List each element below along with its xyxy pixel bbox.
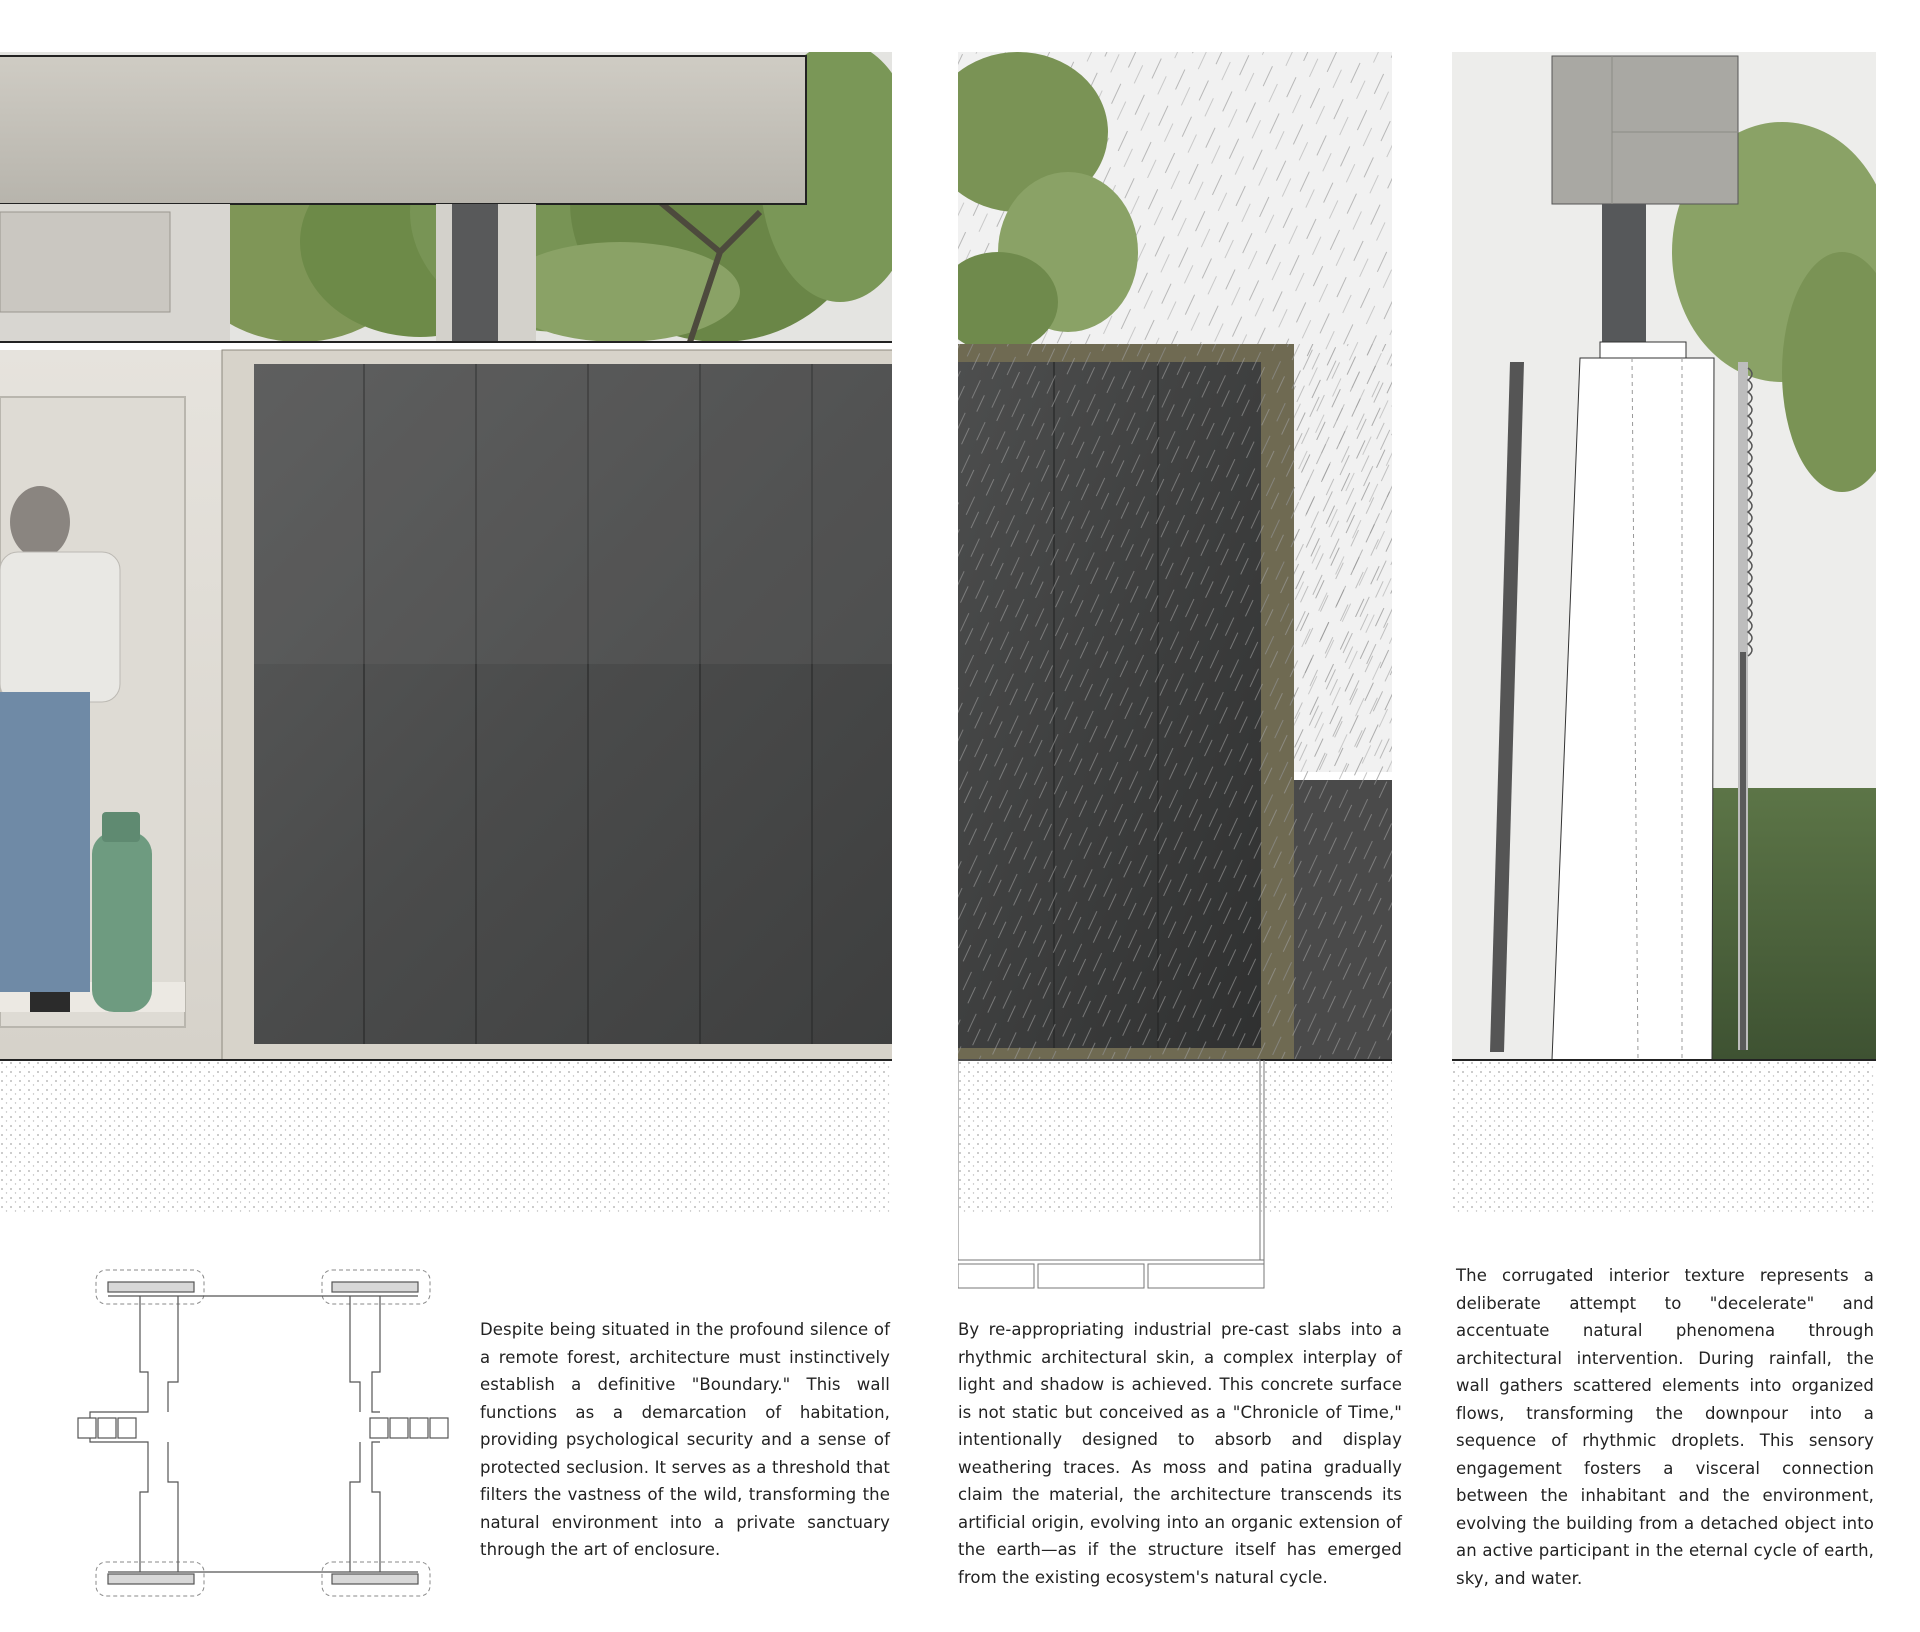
description-boundary: Despite being situated in the profound silence of a remote forest, architecture must instinctively establish a definitive "Boundary." This wall functions as a demarcation of habitation, providing psychological security and a sense of protected seclusion. It serves as a threshold that filters the vastness of the wild, transforming the natural environment into a private sanctuary through the art of enclosure.: [480, 1320, 890, 1559]
section-render-middle: [958, 52, 1392, 1294]
floor-plan-drawing: [50, 1262, 460, 1612]
steel-column: [452, 204, 498, 342]
roof-slab: [0, 56, 806, 204]
ground-soil: [0, 1062, 892, 1212]
roof-block: [1552, 56, 1738, 204]
steel-column: [1602, 204, 1646, 344]
gas-cylinder: [92, 812, 152, 1012]
ground-soil: [1452, 1062, 1876, 1212]
description-precast-slabs: By re-appropriating industrial pre-cast slabs into a rhythmic architectural skin, a complex interplay of light and shadow is achieved. This concrete surface is not static but conceived as a "Chronicle of Time," intentionally designed to absorb and display weathering traces. As moss and patina gradually claim the material, the architecture transcends its artificial origin, evolving into an organic extension of the earth—as if the structure itself has emerged from the existing ecosystem's natural cycle.: [958, 1320, 1402, 1587]
section-render-left: [0, 52, 892, 1212]
description-corrugated-texture: The corrugated interior texture represents a deliberate attempt to "decelerate" and accentuate natural phenomena through architectural intervention. During rainfall, the wall gathers scattered elements into organized flows, transforming the downpour into a sequence of rhythmic droplets. This sensory engagement fosters a visceral connection between the inhabitant and the environment, evolving the building from a detached object into an active participant in the eternal cycle of earth, sky, and water.: [1456, 1266, 1874, 1588]
section-render-right: [1452, 52, 1876, 1212]
ground-soil: [958, 1062, 1392, 1212]
